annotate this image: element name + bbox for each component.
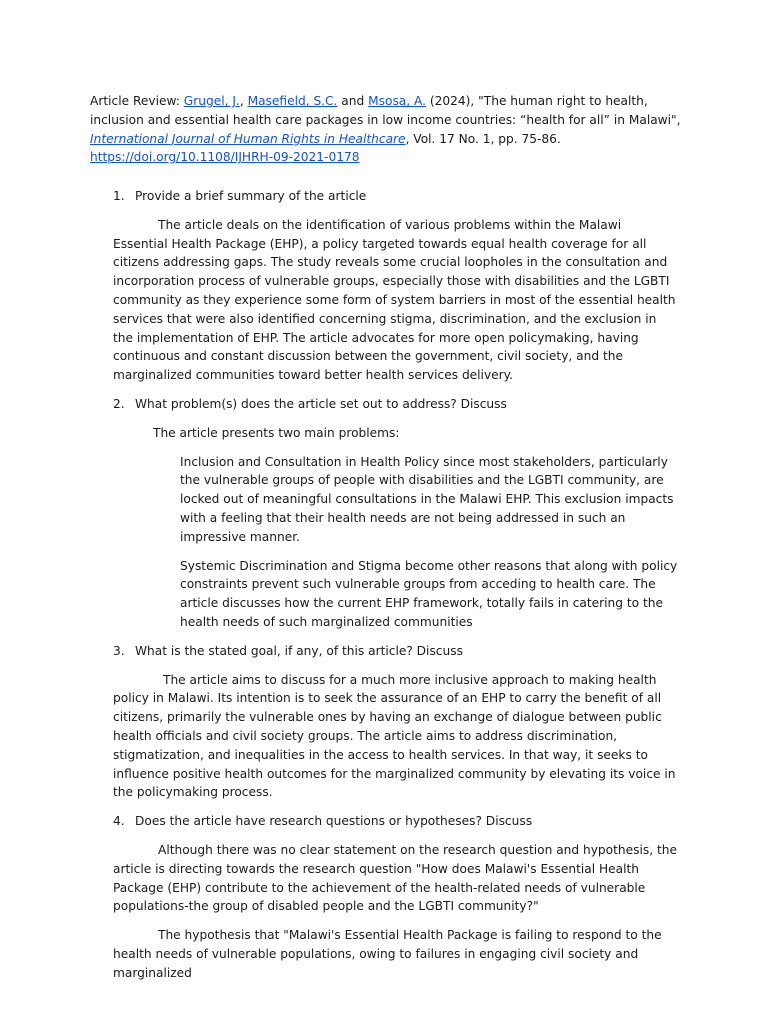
research-question-paragraph: Although there was no clear statement on the research question and hypothesis, the article is directing towards the research question "How does Malawi's Essential Health Package (EHP) contribute to the achievement of the health-related needs of vulnerable populations-the group of disabled people and the LGBTI community?" <box>113 842 677 914</box>
review-body <box>113 187 678 992</box>
citation-prefix: Article Review: <box>90 94 184 108</box>
summary-paragraph: The article deals on the identification of various problems within the Malawi Essential Health Package (EHP), a policy targeted towards equal health coverage for all citizens addressing gaps. The study reveals some crucial loopholes in the consultation and incorporation process of vulnerable groups, especially those with disabilities and the LGBTI community as they experience some form of system barriers in most of the essential health services that were also identified concerning stigma, discrimination, and the exclusion in the implementation of EHP. The article advocates for more open policymaking, having continuous and constant discussion between the government, civil society, and the marginalized communities toward better health services delivery. <box>113 217 676 383</box>
hypothesis-paragraph: The hypothesis that "Malawi's Essential Health Package is failing to respond to the health needs of vulnerable populations, owing to failures in engaging civil society and marginalized <box>113 928 662 980</box>
question-text: Provide a brief summary of the article <box>135 189 367 203</box>
question-text: Does the article have research questions or hypotheses? Discuss <box>135 814 533 829</box>
question-number: 3. <box>113 643 125 658</box>
author-link-grugel[interactable]: Grugel, J. <box>183 94 240 108</box>
question-heading <box>113 812 678 831</box>
question-heading <box>113 187 678 206</box>
citation-volume: , Vol. 17 No. 1, pp. 75-86. <box>405 131 561 146</box>
question-heading <box>113 642 678 661</box>
question-text: What problem(s) does the article set out to address? Discuss <box>135 396 507 411</box>
question-number: 1. <box>113 189 125 203</box>
question-heading <box>113 395 678 414</box>
question-number: 2. <box>113 396 125 411</box>
author-link-masefield[interactable]: Masefield, S.C. <box>247 94 338 108</box>
problem-paragraph: Inclusion and Consultation in Health Policy since most stakeholders, particularly the vulnerable groups of people with disabilities and the LGBTI community, are locked out of meaningful consultations in the Malawi EHP. This exclusion impacts with a feeling that their health needs are not being addressed in such an impressive manner. <box>180 454 674 544</box>
citation-separator: and <box>337 94 369 108</box>
author-link-msosa[interactable]: Msosa, A. <box>368 94 427 108</box>
citation <box>90 92 682 167</box>
goal-paragraph: The article aims to discuss for a much more inclusive approach to making health policy in Malawi. Its intention is to seek the assurance of an EHP to carry the benefit of all citizens, primarily the vulnerable ones by having an exchange of dialogue between public health officials and civil society groups. The article aims to address discrimination, stigmatization, and inequalities in the access to health services. In that way, it seeks to influence positive health outcomes for the marginalized community by elevating its voice in the policymaking process. <box>113 672 676 800</box>
problems-lead: The article presents two main problems: <box>153 425 400 440</box>
citation-header <box>90 92 682 167</box>
question-text: What is the stated goal, if any, of this article? Discuss <box>135 643 463 658</box>
citation-title: (2024), "The human right to health, inclusion and essential health care packages in low income countries: “health for all” in Malawi", <box>90 94 681 127</box>
citation-separator: , <box>239 94 248 108</box>
journal-link[interactable]: International Journal of Human Rights in Healthcare <box>90 131 406 146</box>
problem-paragraph: Systemic Discrimination and Stigma become other reasons that along with policy constraints prevent such vulnerable groups from acceding to health care. The article discusses how the current EHP framework, totally fails in catering to the health needs of such marginalized communities <box>180 558 678 629</box>
doi-link[interactable]: https://doi.org/10.1108/IJHRH-09-2021-0178 <box>90 150 360 165</box>
question-number: 4. <box>113 814 125 829</box>
